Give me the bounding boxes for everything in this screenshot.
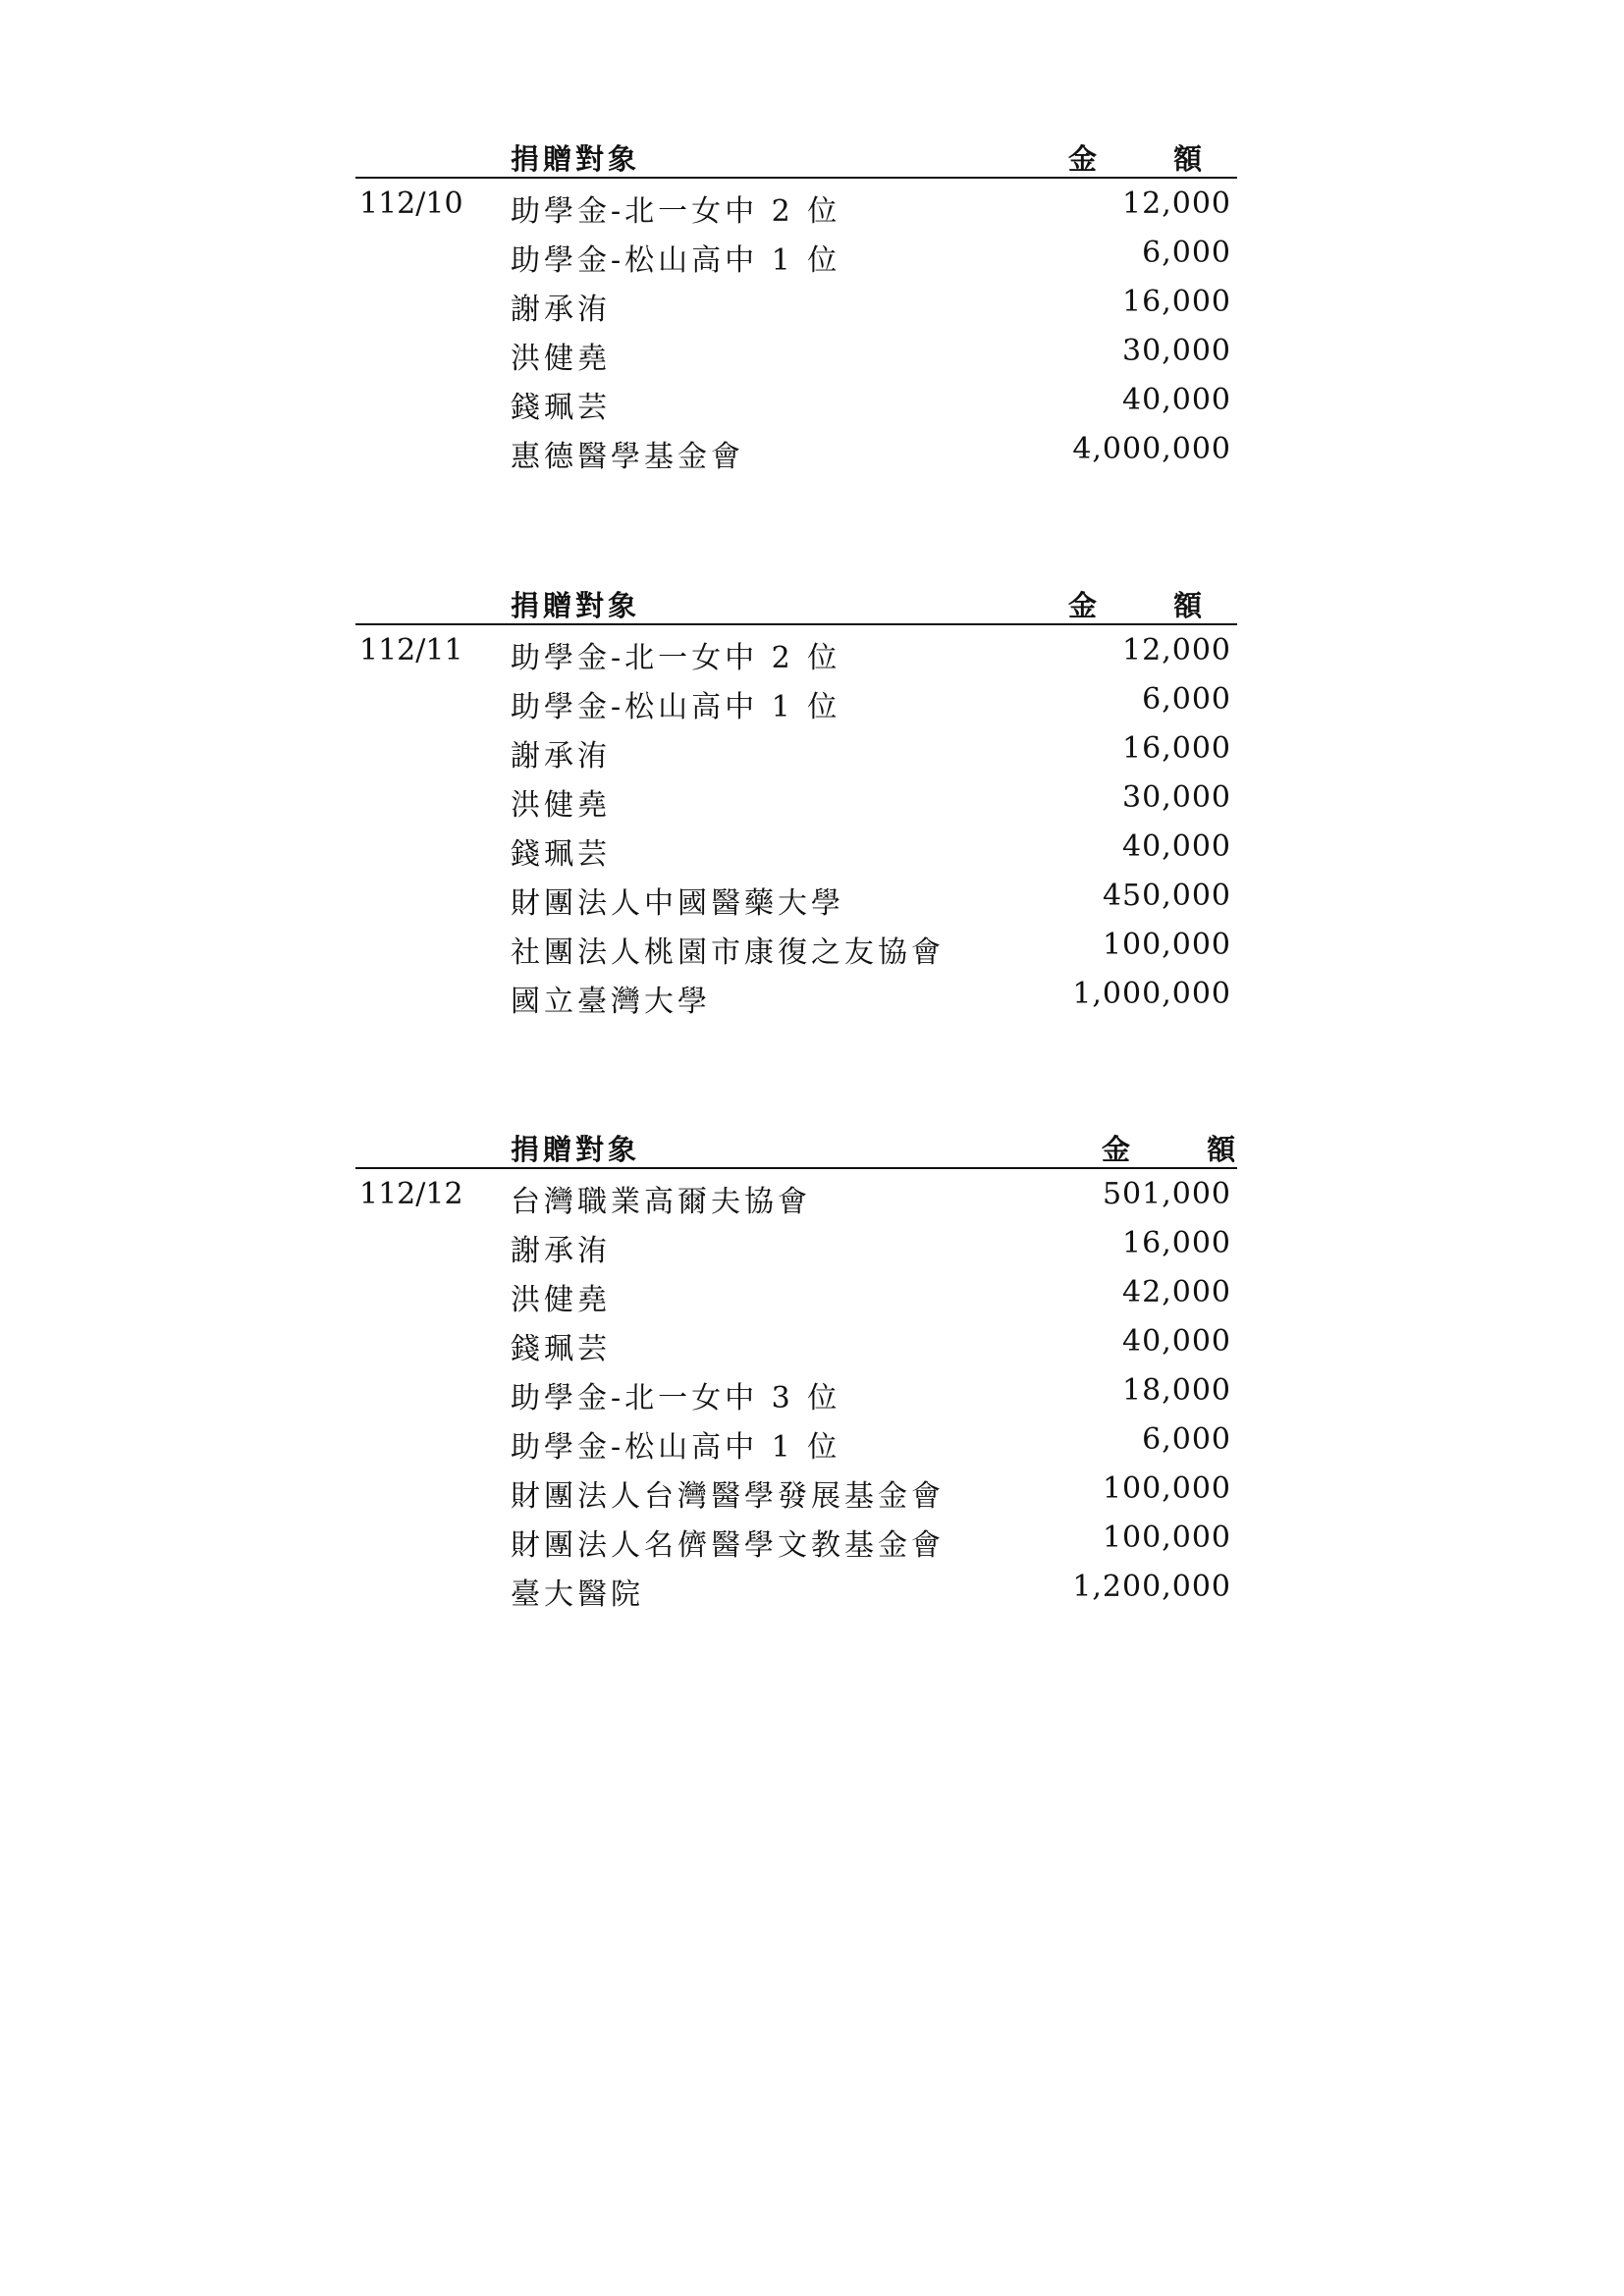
table-row [355,179,1237,228]
table-row [355,773,1237,822]
amount-cell: 30,000 [1122,780,1231,815]
table-body [355,1169,1237,1611]
table-row [355,822,1237,871]
amount-cell: 4,000,000 [1072,432,1231,466]
amount-cell: 1,000,000 [1072,977,1231,1011]
header-recipient-label: 捐贈對象 [511,1133,641,1166]
recipient-cell: 助學金-松山高中 1 位 [511,243,841,278]
recipient-cell: 台灣職業高爾夫協會 [511,1185,811,1219]
table-header [355,132,1237,179]
amount-cell: 501,000 [1102,1177,1231,1211]
amount-cell: 40,000 [1122,1324,1231,1359]
recipient-cell: 財團法人中國醫藥大學 [511,886,844,921]
table-row [355,1316,1237,1365]
table-row [355,1464,1237,1513]
amount-cell: 100,000 [1102,928,1231,962]
table-row [355,424,1237,473]
recipient-cell: 錢珮芸 [511,391,611,425]
table-row [355,1365,1237,1415]
recipient-cell: 謝承洧 [511,739,611,774]
period-label: 112/10 [359,187,463,221]
table-row [355,871,1237,920]
amount-cell: 12,000 [1122,187,1231,221]
table-row [355,228,1237,277]
header-amount-label: 金 額 [1068,142,1236,176]
amount-cell: 450,000 [1102,879,1231,913]
amount-cell: 6,000 [1142,682,1231,717]
amount-cell: 40,000 [1122,829,1231,864]
recipient-cell: 社團法人桃園市康復之友協會 [511,935,945,970]
amount-cell: 40,000 [1122,383,1231,417]
table-row [355,326,1237,375]
recipient-cell: 洪健堯 [511,788,611,823]
amount-cell: 16,000 [1122,1226,1231,1260]
recipient-cell: 助學金-北一女中 3 位 [511,1381,841,1415]
amount-cell: 1,200,000 [1072,1570,1231,1604]
recipient-cell: 錢珮芸 [511,1332,611,1366]
header-amount-label: 金 額 [1068,589,1236,622]
amount-cell: 16,000 [1122,731,1231,766]
amount-cell: 42,000 [1122,1275,1231,1309]
table-row [355,1169,1237,1218]
amount-cell: 100,000 [1102,1521,1231,1555]
table-row [355,1218,1237,1267]
recipient-cell: 臺大醫院 [511,1577,644,1612]
recipient-cell: 錢珮芸 [511,837,611,872]
recipient-cell: 洪健堯 [511,342,611,376]
recipient-cell: 助學金-松山高中 1 位 [511,690,841,724]
table-row [355,375,1237,424]
amount-cell: 6,000 [1142,236,1231,270]
recipient-cell: 謝承洧 [511,293,611,327]
table-row [355,1513,1237,1562]
recipient-cell: 謝承洧 [511,1234,611,1268]
table-row [355,920,1237,969]
table-row [355,1562,1237,1611]
recipient-cell: 財團法人台灣醫學發展基金會 [511,1479,945,1514]
recipient-cell: 惠德醫學基金會 [511,440,744,474]
table-header [355,1122,1270,1169]
amount-cell: 30,000 [1122,334,1231,368]
table-row [355,969,1237,1018]
header-recipient-label: 捐贈對象 [511,142,641,176]
period-label: 112/12 [359,1177,463,1211]
amount-cell: 16,000 [1122,285,1231,319]
table-header [355,578,1237,625]
recipient-cell: 洪健堯 [511,1283,611,1317]
recipient-cell: 助學金-北一女中 2 位 [511,194,841,229]
amount-cell: 6,000 [1142,1422,1231,1457]
header-amount-label: 金 額 [1102,1133,1270,1166]
amount-cell: 100,000 [1102,1471,1231,1506]
table-body [355,179,1237,473]
table-row [355,1415,1237,1464]
table-row [355,277,1237,326]
recipient-cell: 財團法人名儕醫學文教基金會 [511,1528,945,1563]
donation-section-112-11 [355,578,1237,1018]
amount-cell: 12,000 [1122,633,1231,667]
donation-section-112-12 [355,1122,1270,1612]
header-recipient-label: 捐贈對象 [511,589,641,622]
recipient-cell: 國立臺灣大學 [511,985,711,1019]
donation-section-112-10 [355,132,1237,473]
table-row [355,723,1237,773]
amount-cell: 18,000 [1122,1373,1231,1408]
recipient-cell: 助學金-北一女中 2 位 [511,641,841,675]
table-row [355,1267,1237,1316]
table-row [355,625,1237,674]
table-row [355,674,1237,723]
table-body [355,625,1237,1018]
period-label: 112/11 [359,633,463,667]
recipient-cell: 助學金-松山高中 1 位 [511,1430,841,1465]
